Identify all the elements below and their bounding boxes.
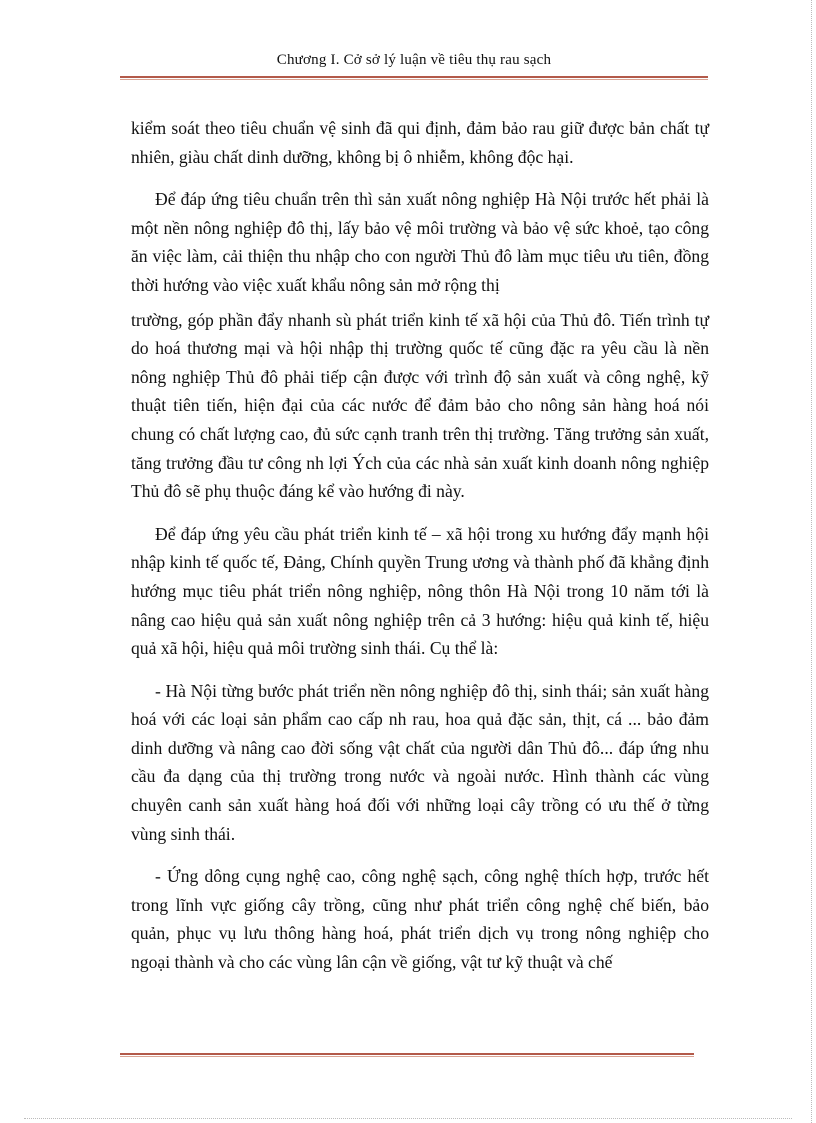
page-header-title: Chương I. Cở sở lý luận về tiêu thụ rau sạch [276, 52, 552, 68]
paragraph-4: Để đáp ứng yêu cầu phát triển kinh tế – xã hội trong xu hướng đẩy mạnh hội nhập kinh tế quốc tế, Đảng, Chính quyền Trung ương và thành phố đã khẳng định hướng mục tiêu phát triển nông nghiệp, nông thôn Hà Nội trong 10 năm tới là nâng cao hiệu quả sản xuất nông nghiệp trên cả 3 hướng: hiệu quả kinh tế, hiệu quả xã hội, hiệu quả môi trường sinh thái. Cụ thể là: [131, 523, 709, 659]
paragraph-2: Để đáp ứng tiêu chuẩn trên thì sản xuất nông nghiệp Hà Nội trước hết phải là một nền nông nghiệp đô thị, lấy bảo vệ môi trường và bảo vệ sức khoẻ, tạo công ăn việc làm, cải thiện thu nhập cho con người Thủ đô làm mục tiêu ưu tiên, đồng thời hướng vào việc xuất khẩu nông sản mở rộng thị [131, 189, 709, 295]
footer-divider [120, 1053, 694, 1055]
paragraph-3: trường, góp phần đẩy nhanh sù phát triển kinh tế xã hội của Thủ đô. Tiến trình tự do hoá thương mại và hội nhập thị trường quốc tế cũng đặc ra yêu cầu là nền nông nghiệp Thủ đô phải tiếp cận được với trình độ sản xuất và công nghệ, kỹ thuật tiên tiến, hiện đại của các nước để đảm bảo cho nông sản hàng hoá nói chung có chất lượng cao, đủ sức cạnh tranh trên thị trường. Tăng trưởng sản xuất, tăng trưởng đầu tư công nh lợi Ých của các nhà sản xuất kinh doanh nông nghiệp Thủ đô sẽ phụ thuộc đáng kể vào hướng đi này. [131, 309, 709, 502]
page-edge-right [811, 0, 812, 1123]
header-divider [120, 76, 708, 78]
document-body [131, 114, 709, 991]
paragraph-5: - Hà Nội từng bước phát triển nền nông nghiệp đô thị, sinh thái; sản xuất hàng hoá với các loại sản phẩm cao cấp nh rau, hoa quả đặc sản, thịt, cá ... bảo đảm dinh dưỡng và nâng cao đời sống vật chất của người dân Thủ đô... đáp ứng nhu cầu đa dạng của thị trường trong nước và ngoài nước. Hình thành các vùng chuyên canh sản xuất hàng hoá đối với những loại cây trồng có ưu thế ở từng vùng sinh thái. [131, 680, 709, 844]
page-edge-bottom [24, 1118, 792, 1119]
paragraph-1: kiểm soát theo tiêu chuẩn vệ sinh đã qui định, đảm bảo rau giữ được bản chất tự nhiên, giàu chất dinh dưỡng, không bị ô nhiễm, không độc hại. [131, 118, 709, 167]
paragraph-6: - Ứng dông cụng nghệ cao, công nghệ sạch, công nghệ thích hợp, trước hết trong lĩnh vực giống cây trồng, cũng như phát triển công nghệ chế biến, bảo quản, phục vụ lưu thông hàng hoá, phát triển dịch vụ trong nông nghiệp cho ngoại thành và cho các vùng lân cận về giống, vật tư kỹ thuật và chế [131, 866, 709, 973]
